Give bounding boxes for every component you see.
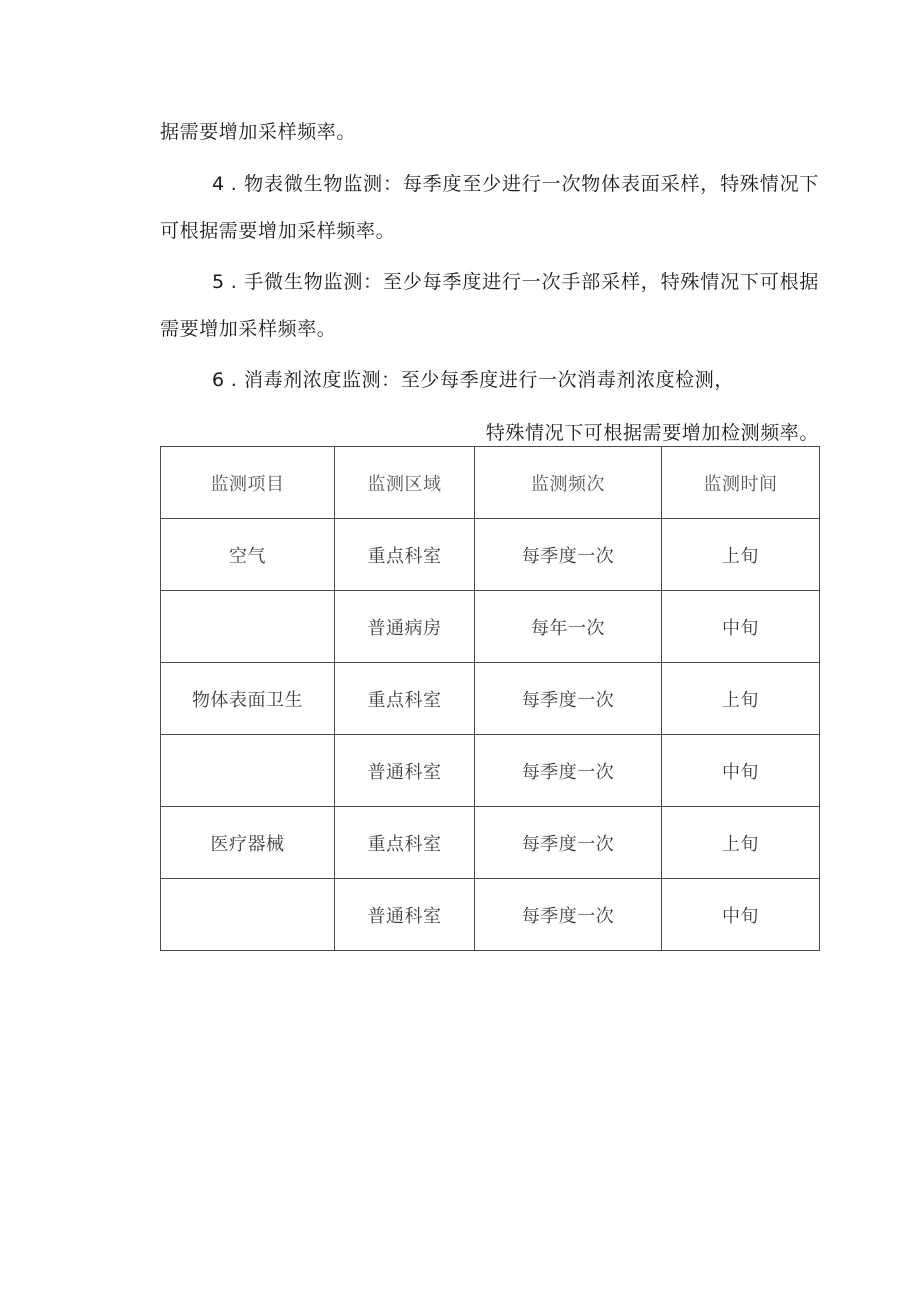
paragraph-4-text: . 物表微生物监测：每季度至少进行一次物体表面采样，特殊情况下: [230, 173, 819, 195]
cell-area: 普通科室: [335, 735, 475, 807]
cell-item: 医疗器械: [161, 807, 335, 879]
table-row: [161, 807, 820, 879]
table-row: [161, 519, 820, 591]
cell-time: 上旬: [662, 519, 820, 591]
paragraph-5-line-1: [212, 273, 819, 292]
cell-area: 重点科室: [335, 663, 475, 735]
cell-area: 重点科室: [335, 807, 475, 879]
cell-time: 中旬: [662, 735, 820, 807]
header-cell-item: 监测项目: [161, 447, 335, 519]
cell-item: [161, 879, 335, 951]
cell-item: [161, 735, 335, 807]
cell-item: 物体表面卫生: [161, 663, 335, 735]
paragraph-6-number: 6: [212, 369, 225, 391]
header-cell-frequency: 监测频次: [475, 447, 662, 519]
cell-frequency: 每季度一次: [475, 735, 662, 807]
cell-frequency: 每季度一次: [475, 663, 662, 735]
cell-frequency: 每季度一次: [475, 519, 662, 591]
cell-time: 中旬: [662, 879, 820, 951]
cell-time: 上旬: [662, 663, 820, 735]
cell-item: [161, 591, 335, 663]
header-cell-time: 监测时间: [662, 447, 820, 519]
paragraph-6-line-1: [212, 371, 734, 390]
table-header-row: [161, 447, 820, 519]
cell-frequency: 每季度一次: [475, 879, 662, 951]
paragraph-5-number: 5: [212, 271, 225, 293]
table-row: [161, 663, 820, 735]
paragraph-3-continuation: 据需要增加采样频率。: [160, 121, 357, 143]
cell-area: 重点科室: [335, 519, 475, 591]
cell-item: 空气: [161, 519, 335, 591]
header-cell-area: 监测区域: [335, 447, 475, 519]
cell-frequency: 每年一次: [475, 591, 662, 663]
paragraph-4-line-1: [212, 175, 819, 194]
paragraph-5-line-2: 需要增加采样频率。: [160, 318, 337, 340]
monitoring-schedule-table: [160, 446, 820, 951]
paragraph-6-text: . 消毒剂浓度监测：至少每季度进行一次消毒剂浓度检测，: [230, 369, 734, 391]
cell-area: 普通科室: [335, 879, 475, 951]
paragraph-4-number: 4: [212, 173, 225, 195]
paragraph-6-line-2: 特殊情况下可根据需要增加检测频率。: [485, 422, 819, 444]
cell-time: 上旬: [662, 807, 820, 879]
table-row: [161, 591, 820, 663]
cell-area: 普通病房: [335, 591, 475, 663]
cell-frequency: 每季度一次: [475, 807, 662, 879]
paragraph-5-text: . 手微生物监测：至少每季度进行一次手部采样，特殊情况下可根据: [230, 271, 819, 293]
table-row: [161, 735, 820, 807]
paragraph-4-line-2: 可根据需要增加采样频率。: [160, 220, 396, 242]
cell-time: 中旬: [662, 591, 820, 663]
table-row: [161, 879, 820, 951]
